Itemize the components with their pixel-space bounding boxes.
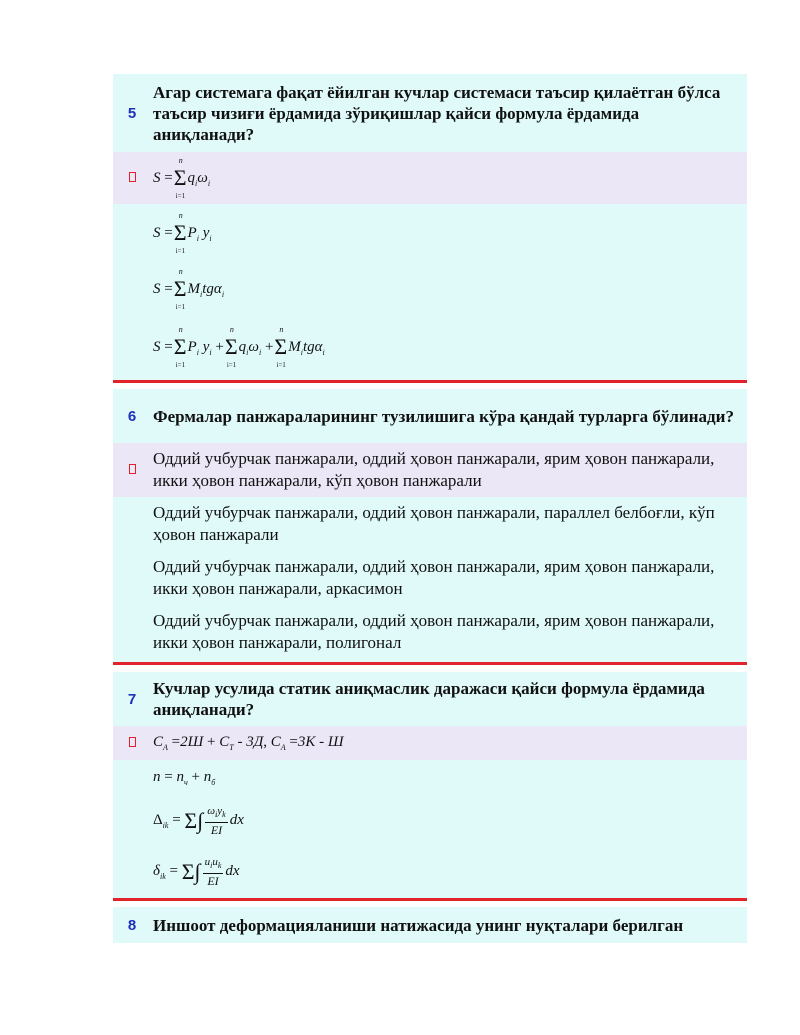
question-number: 5 bbox=[127, 104, 137, 122]
question-text: Агар системага фақат ёйилган кучлар системаси таъсир қилаётган бўлса таъсир чизиғи ёрдамида зўриқишлар қайси формула ёрдамида аниқланади? bbox=[153, 82, 721, 144]
answer-option[interactable] bbox=[113, 796, 747, 846]
answer-formula: $\delta_{ik} = \Sigma\int$ $\frac{u_iu_k}{EI}$ dx bbox=[153, 856, 240, 888]
answer-option[interactable] bbox=[113, 316, 747, 378]
answer-option[interactable] bbox=[113, 760, 747, 796]
answer-text: Оддий учбурчак панжарали, оддий ҳовон панжарали, параллел белбоғли, кўп ҳовон панжарали bbox=[153, 503, 715, 544]
question-6-header bbox=[113, 389, 747, 443]
answer-text: Оддий учбурчак панжарали, оддий ҳовон панжарали, ярим ҳовон панжарали, икки ҳовон панжарали, кўп ҳовон панжарали bbox=[153, 449, 715, 490]
question-text: Кучлар усулида статик аниқмаслик даражаси қайси формула ёрдамида аниқланади? bbox=[153, 679, 705, 719]
correct-answer-marker-icon bbox=[113, 464, 151, 477]
question-7-block bbox=[113, 672, 747, 898]
answer-formula: S =Σ n i=1 $q_i\omega_i$ bbox=[153, 156, 211, 200]
answer-formula: S =Σ n i=1 $M_itg\alpha_i$ bbox=[153, 267, 225, 311]
question-number: 8 bbox=[127, 916, 137, 934]
question-separator bbox=[113, 898, 747, 901]
question-separator bbox=[113, 380, 747, 383]
correct-answer-marker-icon bbox=[113, 172, 151, 185]
question-8-block bbox=[113, 907, 747, 943]
correct-answer-marker-icon bbox=[113, 737, 151, 750]
answer-text: Оддий учбурчак панжарали, оддий ҳовон панжарали, ярим ҳовон панжарали, икки ҳовон панжарали, полигонал bbox=[153, 611, 715, 652]
question-6-block bbox=[113, 389, 747, 663]
answer-option[interactable] bbox=[113, 262, 747, 316]
answer-option[interactable] bbox=[113, 551, 747, 605]
answer-formula: $\Delta_{ik} = \Sigma\int$ $\frac{\omega_iy_k}{EI}$ dx bbox=[153, 805, 244, 837]
answer-formula: S =Σ n i=1 $P_i$ $y_i$ bbox=[153, 211, 212, 255]
question-8-header bbox=[113, 907, 747, 943]
answer-formula: $C_A =2Ш + C_T - 3Д$, $C_A =3К - Ш$ bbox=[153, 734, 344, 752]
question-5-block bbox=[113, 74, 747, 380]
question-7-header bbox=[113, 672, 747, 726]
question-number: 7 bbox=[127, 690, 137, 708]
answer-option[interactable] bbox=[113, 605, 747, 659]
answer-option[interactable] bbox=[113, 497, 747, 551]
question-number: 6 bbox=[127, 407, 137, 425]
question-text: Фермалар панжараларининг тузилишига кўра қандай турларга бўлинади? bbox=[153, 406, 734, 426]
answer-text: Оддий учбурчак панжарали, оддий ҳовон панжарали, ярим ҳовон панжарали, икки ҳовон панжарали, аркасимон bbox=[153, 557, 715, 598]
answer-option-correct[interactable] bbox=[113, 726, 747, 760]
question-text: Иншоот деформацияланиши натижасида унинг нуқталари берилган bbox=[153, 915, 684, 935]
question-5-header bbox=[113, 74, 747, 152]
answer-formula: $n = n_ч + n_б$ bbox=[153, 769, 216, 787]
answer-option-correct[interactable] bbox=[113, 152, 747, 204]
answer-option-correct[interactable] bbox=[113, 443, 747, 497]
answer-option[interactable] bbox=[113, 846, 747, 898]
answer-option[interactable] bbox=[113, 204, 747, 262]
answer-formula: S =Σ n i=1 $P_i$ $y_i +\Sigma$ n i=1 $q_i\omega_i +\Sigma$ n i=1 $M_itg\alpha_i$ bbox=[153, 325, 325, 369]
question-separator bbox=[113, 662, 747, 665]
